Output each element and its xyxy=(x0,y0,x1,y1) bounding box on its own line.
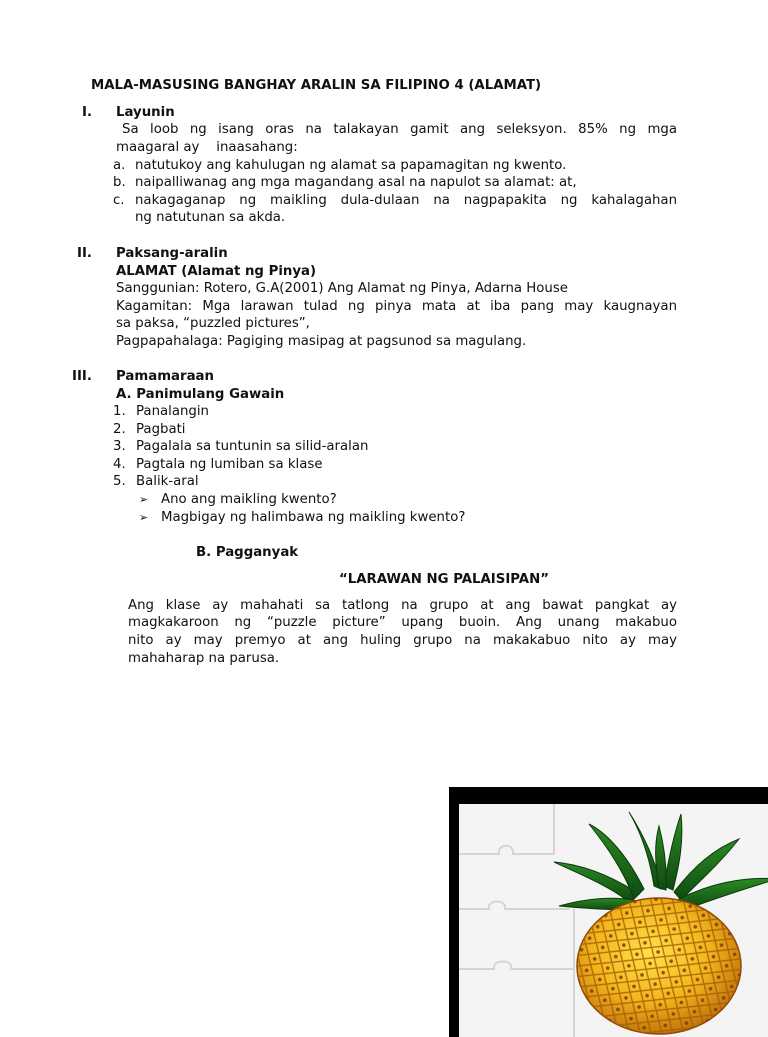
review-question-2: Magbigay ng halimbawa ng maikling kwento? xyxy=(161,510,466,525)
arrow-bullet-icon: ➢ xyxy=(139,493,149,506)
paragraph-line-1: Ang klase ay mahahati sa tatlong na grupo at ang bawat pangkat ay xyxy=(128,598,677,613)
subsection-a-heading: A. Panimulang Gawain xyxy=(116,387,285,402)
document-title: MALA-MASUSING BANGHAY ARALIN SA FILIPINO 4 (ALAMAT) xyxy=(91,78,542,93)
step-marker-2: 2. xyxy=(113,422,126,437)
arrow-bullet-icon: ➢ xyxy=(139,511,149,524)
puzzle-picture xyxy=(449,787,768,1037)
step-marker-3: 3. xyxy=(113,439,126,454)
puzzle-canvas xyxy=(459,804,768,1037)
pineapple-puzzle-image xyxy=(459,804,768,1037)
step-marker-1: 1. xyxy=(113,404,126,419)
materials-line-1: Kagamitan: Mga larawan tulad ng pinya mata at iba pang may kaugnayan xyxy=(116,299,677,314)
objective-item-c-continued: ng natutunan sa akda. xyxy=(135,210,286,225)
paragraph-line-3: nito ay may premyo at ang huling grupo na makakabuo nito ay may xyxy=(128,633,677,648)
objective-marker-a: a. xyxy=(113,158,126,173)
materials-line-2: sa paksa, “puzzled pictures”, xyxy=(116,316,310,331)
activity-title: “LARAWAN NG PALAISIPAN” xyxy=(339,572,549,587)
review-question-1: Ano ang maikling kwento? xyxy=(161,492,337,507)
section-2-heading: Paksang-aralin xyxy=(116,246,228,261)
objective-marker-c: c. xyxy=(113,193,125,208)
paragraph-line-4: mahaharap na parusa. xyxy=(128,651,280,666)
step-item-4: Pagtala ng lumiban sa klase xyxy=(136,457,323,472)
objective-marker-b: b. xyxy=(113,175,126,190)
pineapple-crown xyxy=(554,812,768,910)
section-3-numeral: III. xyxy=(72,369,92,384)
step-item-2: Pagbati xyxy=(136,422,186,437)
objective-intro-line-2: maagaral ay inaasahang: xyxy=(116,140,298,155)
values-line: Pagpapahalaga: Pagiging masipag at pagsunod sa magulang. xyxy=(116,334,527,349)
step-marker-4: 4. xyxy=(113,457,126,472)
step-item-1: Panalangin xyxy=(136,404,209,419)
step-marker-5: 5. xyxy=(113,474,126,489)
objective-item-c: nakagaganap ng maikling dula-dulaan na nagpapakita ng kahalagahan xyxy=(135,193,677,208)
objective-item-b: naipalliwanag ang mga magandang asal na napulot sa alamat: at, xyxy=(135,175,577,190)
subsection-b-heading: B. Pagganyak xyxy=(196,545,299,560)
objective-item-a: natutukoy ang kahulugan ng alamat sa papamagitan ng kwento. xyxy=(135,158,567,173)
objective-intro-line-1: Sa loob ng isang oras na talakayan gamit ang seleksyon. 85% ng mga xyxy=(122,122,677,137)
step-item-3: Pagalala sa tuntunin sa silid-aralan xyxy=(136,439,369,454)
paragraph-line-2: magkakaroon ng “puzzle picture” upang buoin. Ang unang makabuo xyxy=(128,615,677,630)
section-2-subheading: ALAMAT (Alamat ng Pinya) xyxy=(116,264,317,279)
section-3-heading: Pamamaraan xyxy=(116,369,214,384)
section-1-heading: Layunin xyxy=(116,105,175,120)
step-item-5: Balik-aral xyxy=(136,474,199,489)
section-2-numeral: II. xyxy=(77,246,92,261)
reference-line: Sanggunian: Rotero, G.A(2001) Ang Alamat ng Pinya, Adarna House xyxy=(116,281,568,296)
section-1-numeral: I. xyxy=(82,105,92,120)
